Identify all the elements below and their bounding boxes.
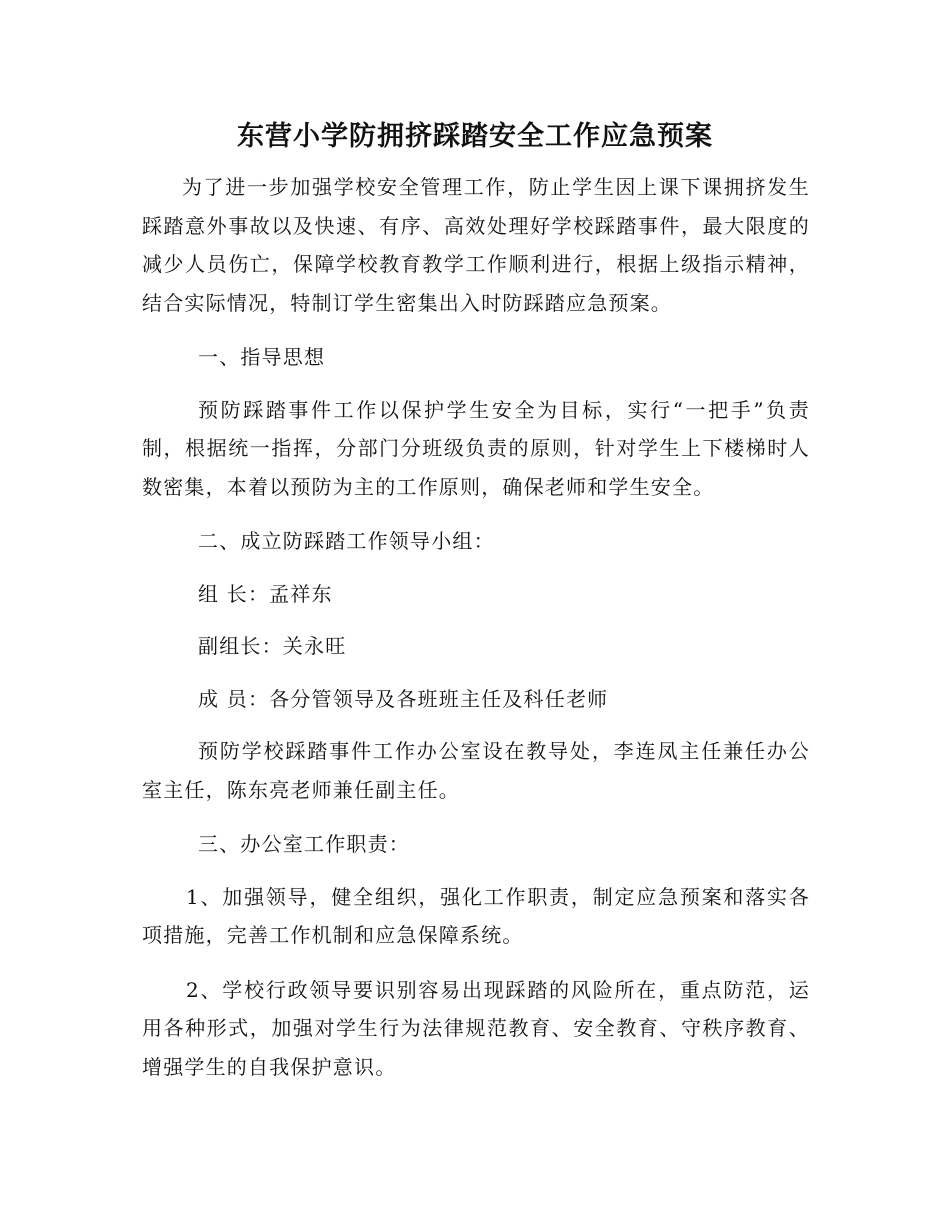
guiding-ideology-paragraph: 预防踩踏事件工作以保护学生安全为目标，实行“一把手”负责制，根据统一指挥，分部门分班级负责的原则，针对学生上下楼梯时人数密集，本着以预防为主的工作原则，确保老师和学生安全。 — [142, 397, 810, 499]
section-heading-guiding-ideology: 一、指导思想 — [198, 345, 326, 369]
intro-paragraph: 为了进一步加强学校安全管理工作，防止学生因上课下课拥挤发生踩踏意外事故以及快速、有序、高效处理好学校踩踏事件，最大限度的减少人员伤亡，保障学校教育教学工作顺利进行，根据上级指示精神，结合实际情况，特制订学生密集出入时防踩踏应急预案。 — [142, 175, 810, 315]
office-paragraph: 预防学校踩踏事件工作办公室设在教导处，李连凤主任兼任办公室主任，陈东亮老师兼任副主任。 — [142, 739, 810, 802]
group-leader-line: 组 长：孟祥东 — [198, 581, 333, 606]
duty-item-2: 2、学校行政领导要识别容易出现踩踏的风险所在，重点防范，运用各种形式，加强对学生行为法律规范教育、安全教育、守秩序教育、增强学生的自我保护意识。 — [142, 977, 810, 1079]
members-line: 成 员：各分管领导及各班班主任及科任老师 — [198, 686, 609, 711]
section-heading-leadership-group: 二、成立防踩踏工作领导小组： — [198, 529, 495, 553]
section-heading-office-duties: 三、办公室工作职责： — [198, 832, 410, 856]
deputy-leader-line: 副组长：关永旺 — [198, 634, 347, 658]
duty-item-1: 1、加强领导，健全组织，强化工作职责，制定应急预案和落实各项措施，完善工作机制和应急保障系统。 — [142, 884, 810, 947]
document-title: 东营小学防拥挤踩踏安全工作应急预案 — [237, 121, 713, 152]
document-body — [142, 168, 810, 1086]
